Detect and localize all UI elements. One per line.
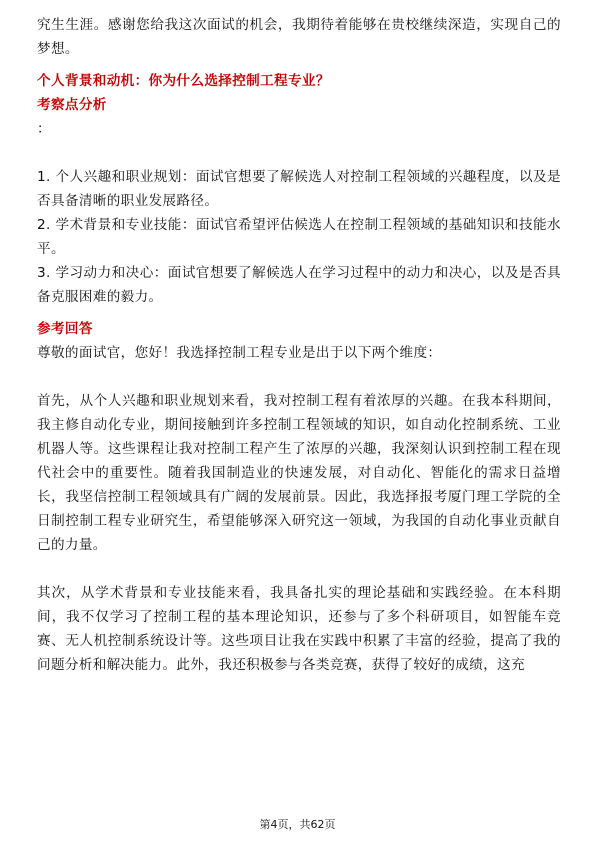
answer-heading: 参考回答	[37, 321, 93, 337]
spacer	[37, 309, 561, 317]
answer-intro: 尊敬的面试官，您好！我选择控制工程专业是出于以下两个维度：	[37, 345, 442, 361]
spacer	[37, 557, 561, 581]
answer-paragraph-1: 首先，从个人兴趣和职业规划来看，我对控制工程有着浓厚的兴趣。在我本科期间，我主修自动化专业，期间接触到许多控制工程领域的知识，如自动化控制系统、工业机器人等。这些课程让我对控制工程产生了浓厚的兴趣，我深刻认识到控制工程在现代社会中的重要性。随着我国制造业的快速发展，对自动化、智能化的需求日益增长，我坚信控制工程领域具有广阔的发展前景。因此，我选择报考厦门理工学院的全日制控制工程专业研究生，希望能够深入研究这一领域，为我国的自动化事业贡献自己的力量。	[37, 393, 561, 553]
analysis-point-3: 3. 学习动力和决心：面试官想要了解候选人在学习过程中的动力和决心，以及是否具备克服困难的毅力。	[37, 265, 561, 305]
top-paragraph: 究生生涯。感谢您给我这次面试的机会，我期待着能够在贵校继续深造，实现自己的梦想。	[37, 17, 561, 57]
spacer	[37, 365, 561, 389]
analysis-heading: 考察点分析	[37, 97, 107, 113]
spacer	[37, 141, 561, 165]
page-content	[37, 13, 561, 677]
analysis-colon: ：	[37, 121, 51, 137]
analysis-point-1: 1. 个人兴趣和职业规划：面试官想要了解候选人对控制工程领域的兴趣程度，以及是否具备清晰的职业发展路径。	[37, 169, 561, 209]
spacer	[37, 61, 561, 69]
analysis-point-2: 2. 学术背景和专业技能：面试官希望评估候选人在控制工程领域的基础知识和技能水平。	[37, 217, 561, 257]
page-footer: 第4页，共62页	[259, 818, 336, 831]
question-heading: 个人背景和动机：你为什么选择控制工程专业？	[37, 73, 330, 89]
answer-paragraph-2: 其次，从学术背景和专业技能来看，我具备扎实的理论基础和实践经验。在本科期间，我不仅学习了控制工程的基本理论知识，还参与了多个科研项目，如智能车竞赛、无人机控制系统设计等。这些项目让我在实践中积累了丰富的经验，提高了我的问题分析和解决能力。此外，我还积极参与各类竞赛，获得了较好的成绩，这充	[37, 585, 561, 673]
